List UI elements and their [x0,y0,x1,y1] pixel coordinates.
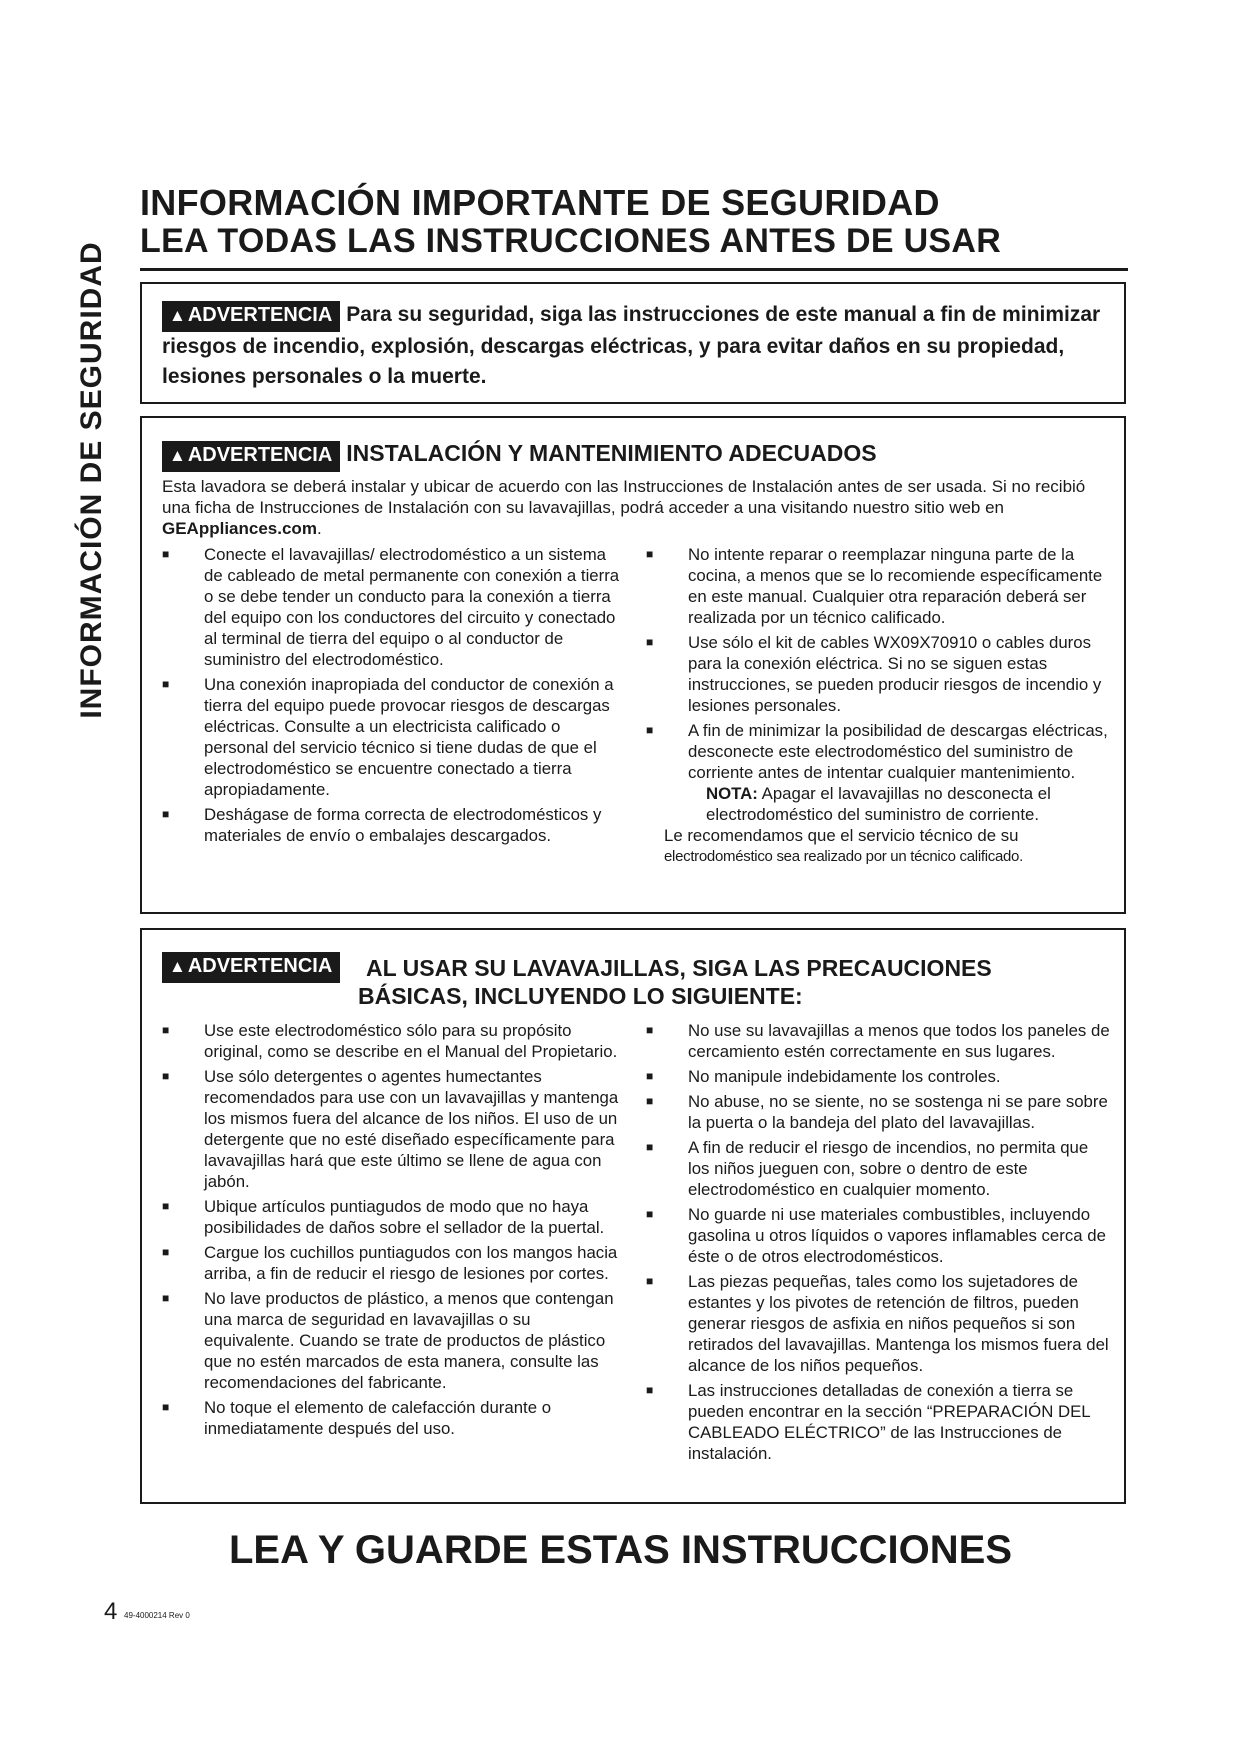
list-item: ■ No toque el elemento de calefacción durante o inmediatamente después del uso. [162,1397,624,1439]
section-side-tab [72,190,112,770]
general-warning-text: ▲ ADVERTENCIA Para su seguridad, siga las instrucciones de este manual a fin de minimizar riesgos de incendio, explosión, descargas eléctricas, y para evitar daños en su propiedad, lesiones personales o la muerte. [162,303,1101,388]
document-code: 49-4000214 Rev 0 [124,1611,190,1620]
warning-triangle-icon: ▲ [169,957,186,976]
installation-intro: Esta lavadora se deberá instalar y ubicar de acuerdo con las Instrucciones de Instalación antes de ser usada. Si no recibió una ficha de Instrucciones de Instalación con su lavavajillas, podrá acceder a una visitando nuestro sitio web en GEAppliances.com. [162,477,1086,538]
warning-triangle-icon: ▲ [169,306,186,325]
list-item: ■ No abuse, no se siente, no se sostenga ni se pare sobre la puerta o la bandeja del plato del lavavajillas. [646,1091,1112,1133]
list-item: ■ Deshágase de forma correcta de electrodomésticos y materiales de envío o embalajes descargados. [162,804,624,846]
website-link[interactable]: GEAppliances.com [162,519,317,538]
page-subtitle: LEA TODAS LAS INSTRUCCIONES ANTES DE USAR [140,222,1002,260]
list-item: ■ No intente reparar o reemplazar ninguna parte de la cocina, a menos que se lo recomiende específicamente en este manual. Cualquier otra reparación deberá ser realizada por un técnico calificado. [646,544,1108,628]
installation-warning-box [140,416,1126,914]
list-item: ■ No guarde ni use materiales combustibles, incluyendo gasolina u otros líquidos o vapores inflamables cerca de éste o de otros electrodomésticos. [646,1204,1112,1267]
usage-heading-text: AL USAR SU LAVAVAJILLAS, SIGA LAS PRECAUCIONES BÁSICAS, INCLUYENDO LO SIGUIENTE: [358,955,992,1009]
installation-heading [162,440,877,472]
installation-heading-text: INSTALACIÓN Y MANTENIMIENTO ADECUADOS [346,440,877,466]
usage-warning-box [140,928,1126,1504]
footer-title: LEA Y GUARDE ESTAS INSTRUCCIONES [228,1528,1013,1572]
page-title: INFORMACIÓN IMPORTANTE DE SEGURIDAD [140,182,940,223]
note-continued: Le recomendamos que el servicio técnico de su [664,826,1019,845]
note: NOTA: Apagar el lavavajillas no desconecta el electrodoméstico del suministro de corriente. [706,784,1051,824]
warning-triangle-icon: ▲ [169,446,186,465]
warning-badge: ▲ ADVERTENCIA [162,441,340,472]
list-item: ■ Una conexión inapropiada del conductor de conexión a tierra del equipo puede provocar riesgos de descargas eléctricas. Consulte a un electricista calificado o personal del servicio técnico si tiene dudas de que el electrodoméstico se encuentre conectado a tierra apropiadamente. [162,674,624,800]
title-divider [140,268,1128,271]
list-item: ■ A fin de reducir el riesgo de incendios, no permita que los niños jueguen con, sobre o dentro de este electrodoméstico en cualquier momento. [646,1137,1112,1200]
page-number: 4 [104,1598,118,1625]
list-item: ■ No use su lavavajillas a menos que todos los paneles de cercamiento estén correctamente en sus lugares. [646,1020,1112,1062]
warning-badge: ▲ ADVERTENCIA [162,301,340,332]
list-item: ■ A fin de minimizar la posibilidad de descargas eléctricas, desconecte este electrodoméstico del suministro de corriente antes de intentar cualquier mantenimiento. NOTA: Apagar el lavavajillas no desconecta el electrodoméstico del suministro de corriente. Le recomendamos que el servicio técnico de su electrodoméstico sea realizado por un técnico calificado. [646,720,1108,867]
general-warning-box [140,282,1126,404]
usage-list-right [646,1020,1112,1468]
installation-list-right [646,544,1108,871]
usage-list-left [162,1020,624,1443]
list-item: ■ Las instrucciones detalladas de conexión a tierra se pueden encontrar en la sección “PREPARACIÓN DEL CABLEADO ELÉCTRICO” de las Instrucciones de instalación. [646,1380,1112,1464]
warning-badge: ▲ ADVERTENCIA [162,952,340,983]
list-item: ■ Use este electrodoméstico sólo para su propósito original, como se describe en el Manual del Propietario. [162,1020,624,1062]
installation-list-left [162,544,624,850]
list-item: ■ Conecte el lavavajillas/ electrodoméstico a un sistema de cableado de metal permanente con conexión a tierra o se debe tender un conducto para la conexión a tierra del equipo con los conductores del circuito y conectado al terminal de tierra del equipo o al conductor de suministro del electrodoméstico. [162,544,624,670]
section-side-tab-label: INFORMACIÓN DE SEGURIDAD [75,241,108,719]
list-item: ■ No lave productos de plástico, a menos que contengan una marca de seguridad en lavavajillas o su equivalente. Cuando se trate de productos de plástico que no estén marcados de esta manera, consulte las recomendaciones del fabricante. [162,1288,624,1393]
list-item: ■ No manipule indebidamente los controles. [646,1066,1112,1087]
list-item: ■ Cargue los cuchillos puntiagudos con los mangos hacia arriba, a fin de reducir el riesgo de lesiones por cortes. [162,1242,624,1284]
note-continued-small: electrodoméstico sea realizado por un técnico calificado. [664,848,1023,865]
list-item: ■ Use sólo detergentes o agentes humectantes recomendados para use con un lavavajillas y mantenga los mismos fuera del alcance de los niños. El uso de un detergente que no esté diseñado específicamente para lavavajillas hará que este último se llene de agua con jabón. [162,1066,624,1192]
list-item: ■ Las piezas pequeñas, tales como los sujetadores de estantes y los pivotes de retención de filtros, pueden generar riesgos de asfixia en niños pequeños si son retirados del lavavajillas. Mantenga los mismos fuera del alcance de los niños pequeños. [646,1271,1112,1376]
list-item: ■ Ubique artículos puntiagudos de modo que no haya posibilidades de daños sobre el sellador de la puertal. [162,1196,624,1238]
list-item: ■ Use sólo el kit de cables WX09X70910 o cables duros para la conexión eléctrica. Si no se siguen estas instrucciones, se pueden producir riesgos de incendio y lesiones personales. [646,632,1108,716]
